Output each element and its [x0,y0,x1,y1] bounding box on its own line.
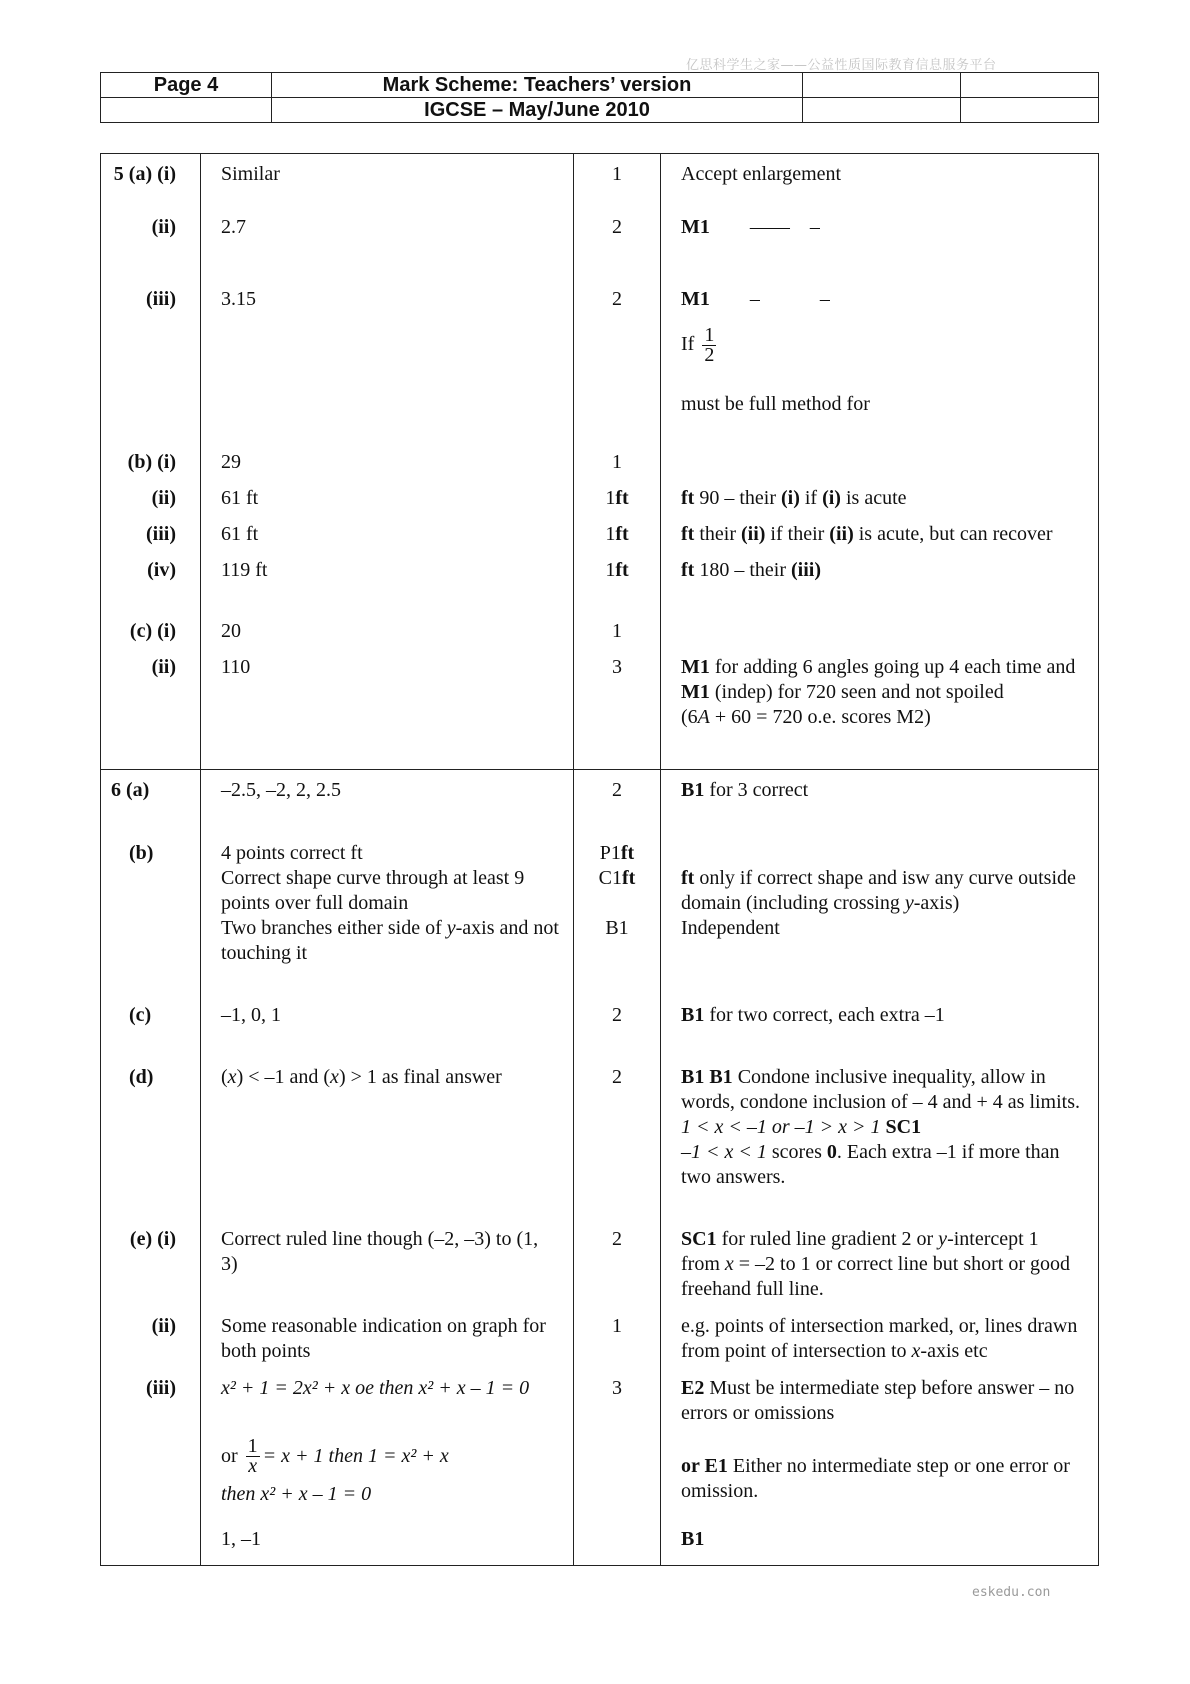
page-header [100,72,1099,123]
notes-5a-i: Accept enlargement [681,163,842,185]
answer-5b-iii: 61 ft [221,523,259,545]
footer-site: eskedu.con [972,1585,1051,1600]
marks-6e-ii: 1 [612,1315,622,1337]
notes-6d: B1 B1 Condone inclusive inequality, allow in words, condone inclusion of – 4 and + 4 as limits. 1 < x < –1 or –1 > x > 1 SC1 –1 < x < 1 scores 0. Each extra –1 if more than two answers. [681,1066,1081,1188]
answer-5c-ii: 110 [221,656,251,678]
marks-5b-i: 1 [612,451,622,473]
notes-6a: B1 for 3 correct [681,779,809,801]
answer-5b-i: 29 [221,451,241,473]
marks-6e-i: 2 [612,1228,622,1250]
marks-5c-i: 1 [612,620,622,642]
label-5b-iii: (iii) [146,523,176,545]
marks-6b-p1: P1ft [599,842,635,864]
label-5c-i: (c) (i) [129,620,176,642]
q5-labels [101,154,201,770]
answer-6c: –1, 0, 1 [221,1004,281,1026]
q6-answers [201,770,574,1566]
label-5a-ii: (ii) [151,216,176,238]
marks-5a-i: 1 [612,163,622,185]
label-6d: (d) [129,1066,154,1088]
answer-6e-iii-2: or $\frac{1}{x}$ = x + 1 then 1 = x² + x [221,1434,449,1477]
q5-answers [201,154,574,770]
label-5b-ii: (ii) [151,487,176,509]
notes-5b-iii: ft their (ii) if their (ii) is acute, but can recover [681,523,1053,545]
marks-5c-ii: 3 [612,656,622,678]
notes-5c-ii: M1 for adding 6 angles going up 4 each time and M1 (indep) for 720 seen and not spoiled (6A + 60 = 720 o.e. scores M2) [681,656,1076,728]
label-5a-iii: (iii) [146,288,176,310]
label-6b: (b) [129,842,154,864]
marks-5a-ii: 2 [612,216,622,238]
marks-6a: 2 [612,779,622,801]
notes-6b: ft only if correct shape and isw any curve outside domain (including crossing y-axis) Independent [681,867,1076,939]
answer-5c-i: 20 [221,620,241,642]
notes-5a-iii-if: If $\frac{1}{2}$ [681,324,715,366]
answer-6e-iii-3: then x² + x – 1 = 0 [221,1483,372,1505]
notes-6e-iii-e1: or E1 Either no intermediate step or one error or omission. [681,1455,1070,1502]
marks-6b-b1: B1 [605,917,629,939]
answer-6d: (x) < –1 and (x) > 1 as final answer [221,1066,502,1088]
label-6a: 6 (a) [111,779,150,801]
q5-notes [661,154,1099,770]
q6-marks [574,770,661,1566]
fraction-half: $\frac{1}{2}$ [704,324,715,366]
notes-6e-ii: e.g. points of intersection marked, or, lines drawn from point of intersection to x-axis etc [681,1315,1078,1362]
marks-6e-iii: 3 [612,1377,622,1399]
notes-5b-iv: ft 180 – their (iii) [681,559,821,581]
marks-5b-ii: 1ft [605,487,629,509]
answer-5b-iv: 119 ft [221,559,268,581]
label-6e-iii: (iii) [146,1377,176,1399]
question-6-row [101,770,1099,1566]
fraction-one-over-x: $\frac{1}{x}$ [247,1434,258,1477]
answer-5b-ii: 61 ft [221,487,259,509]
marks-5b-iii: 1ft [605,523,629,545]
question-5-row [101,154,1099,770]
notes-6c: B1 for two correct, each extra –1 [681,1004,945,1026]
label-5b-iv: (iv) [147,559,176,581]
header-subtitle: IGCSE – May/June 2010 [272,98,803,123]
watermark: 亿思科学生之家——公益性质国际教育信息服务平台 [686,58,997,73]
label-6c: (c) [129,1004,152,1026]
marks-5a-iii: 2 [612,288,622,310]
notes-5a-iii-method: must be full method for [681,393,870,415]
answer-5a-iii: 3.15 [221,288,256,310]
answer-6e-iii-1: x² + 1 = 2x² + x oe then x² + x – 1 = 0 [221,1377,530,1399]
q5-marks [574,154,661,770]
answer-5a-ii: 2.7 [221,216,246,238]
marks-6c: 2 [612,1004,622,1026]
marks-5b-iv: 1ft [605,559,629,581]
page-number: Page 4 [101,73,272,98]
answer-6e-ii: Some reasonable indication on graph for both points [221,1315,546,1362]
mark-scheme-table [100,153,1099,1566]
label-5a-i: 5 (a) (i) [113,163,176,185]
notes-6e-iii-e2: E2 Must be intermediate step before answer – no errors or omissions [681,1377,1075,1424]
notes-5a-ii: M1 —— – [681,216,820,238]
notes-6e-i: SC1 for ruled line gradient 2 or y-intercept 1 from x = –2 to 1 or correct line but short or good freehand full line. [681,1228,1070,1300]
q6-notes [661,770,1099,1566]
label-5b-i: (b) (i) [127,451,176,473]
label-6e-i: (e) (i) [129,1228,176,1250]
answer-6e-i: Correct ruled line though (–2, –3) to (1, 3) [221,1228,539,1275]
header-title: Mark Scheme: Teachers’ version [272,73,803,98]
marks-6b-c1: C1ft [598,867,636,889]
label-5c-ii: (ii) [151,656,176,678]
answer-6b: 4 points correct ft Correct shape curve through at least 9 points over full domain Two branches either side of y-axis and not touching it [221,842,559,964]
label-6e-ii: (ii) [151,1315,176,1337]
notes-6e-iii-b1: B1 [681,1528,705,1550]
notes-5b-ii: ft 90 – their (i) if (i) is acute [681,487,907,509]
answer-6e-iii-4: 1, –1 [221,1528,261,1550]
q6-labels [101,770,201,1566]
notes-5a-iii: M1 – – [681,288,830,310]
marks-6d: 2 [612,1066,622,1088]
answer-6a: –2.5, –2, 2, 2.5 [221,779,341,801]
answer-5a-i: Similar [221,163,280,185]
